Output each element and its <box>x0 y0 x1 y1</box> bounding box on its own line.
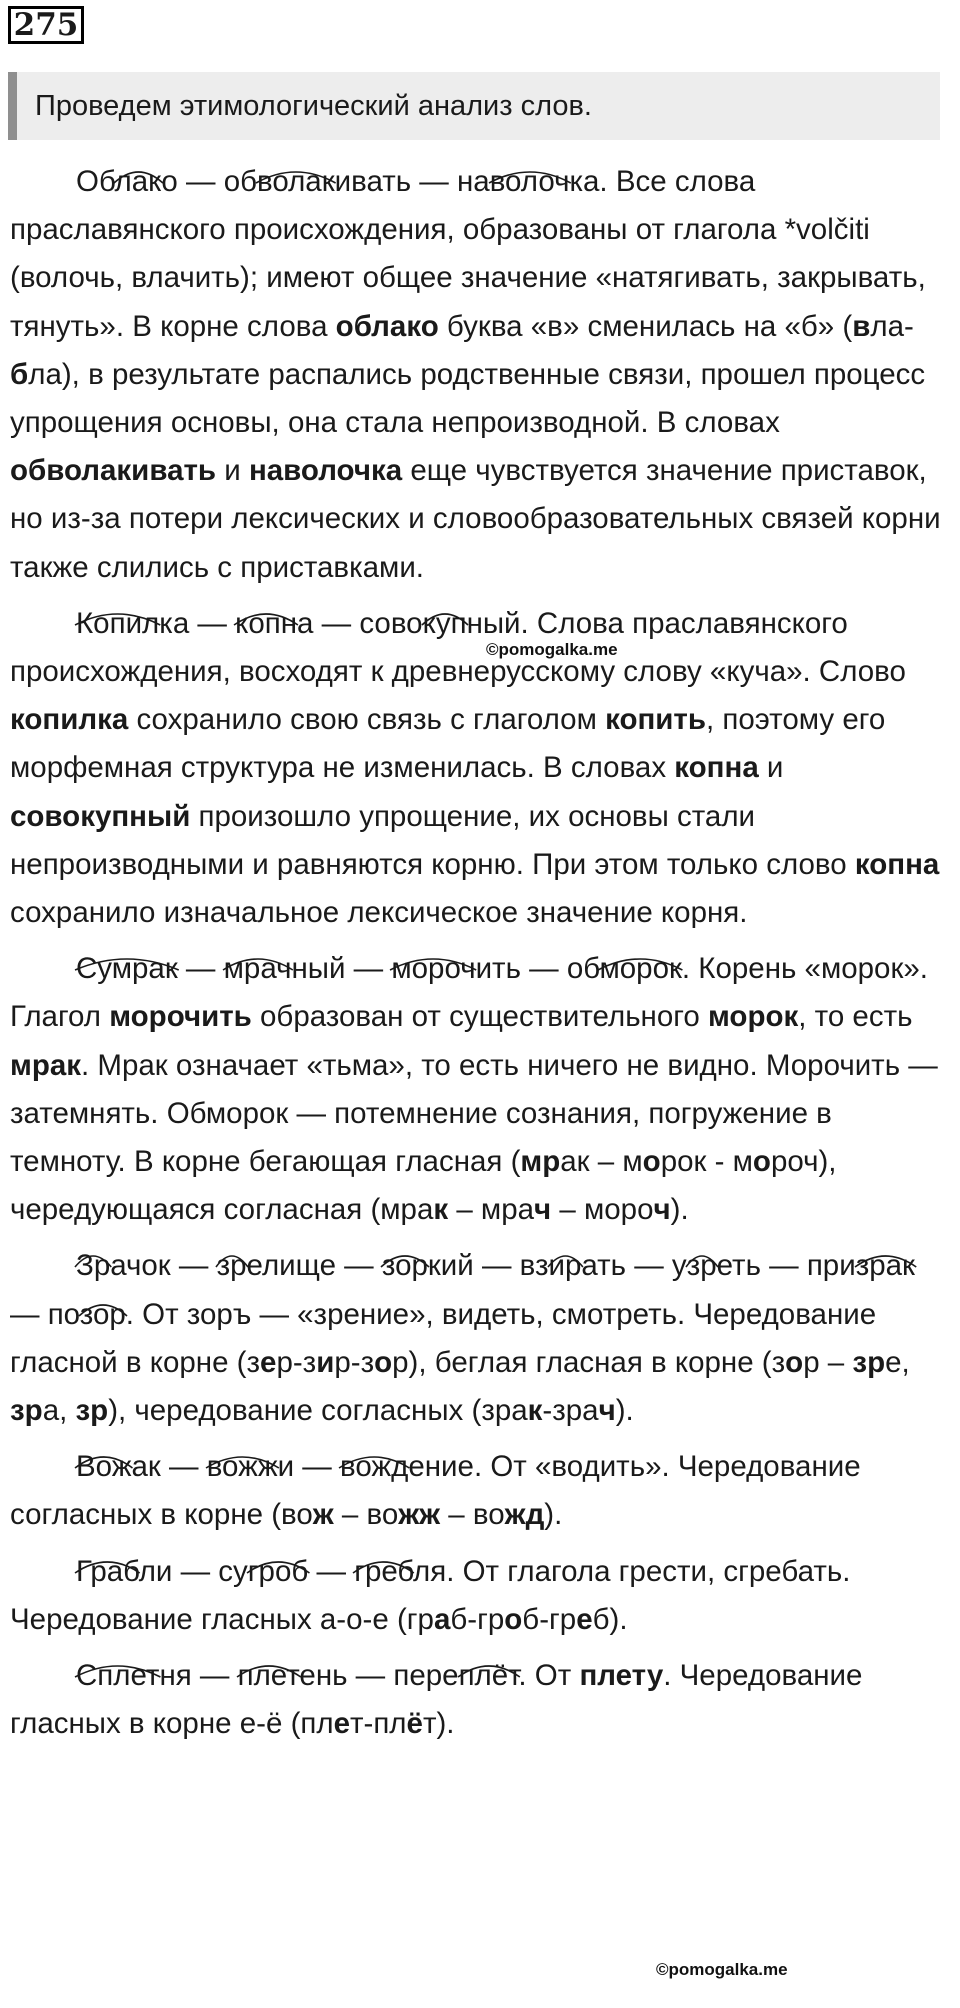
root-morpheme: волак <box>257 165 335 198</box>
text-segment: образован от существительного <box>251 1000 708 1034</box>
root-morpheme: Копил <box>76 606 160 640</box>
text-segment: б-гр <box>450 1602 505 1636</box>
text-segment: Об <box>76 165 115 198</box>
bold-term: б <box>10 357 29 391</box>
root-morpheme: плет <box>237 1659 300 1693</box>
bold-term: облако <box>335 309 439 343</box>
text-segment: ак – м <box>560 1145 643 1179</box>
root-morpheme: вожд <box>339 1450 409 1484</box>
root-morpheme: зрак <box>855 1249 915 1283</box>
text-segment: р), беглая гласная в корне (з <box>392 1345 786 1379</box>
root-morpheme: греб <box>354 1554 414 1588</box>
bold-term: о <box>642 1145 661 1179</box>
text-segment: ень — пере <box>299 1659 459 1693</box>
text-segment: ить — об <box>475 952 600 986</box>
root-morpheme: волоч <box>489 165 570 198</box>
root-morpheme: морок <box>599 952 682 986</box>
text-segment: а — сово <box>297 606 423 640</box>
text-segment: буква «в» сменилась на «б» ( <box>438 309 853 343</box>
text-segment: сохранило изначальное лексическое значение корня. <box>10 896 748 930</box>
bold-term: совокупный <box>10 799 191 833</box>
text-segment: ла- <box>870 309 914 343</box>
root-morpheme: Сплет <box>76 1659 160 1693</box>
paragraph <box>10 158 952 592</box>
bold-term: ч <box>598 1394 616 1428</box>
bold-term: ж <box>312 1498 334 1532</box>
root-morpheme: мрач <box>223 952 292 986</box>
text-segment: еть — при <box>716 1249 856 1283</box>
text-segment: – во <box>333 1498 399 1532</box>
bold-term: ч <box>653 1193 671 1227</box>
text-segment: ). <box>670 1193 689 1227</box>
text-segment: кий — вз <box>427 1249 549 1283</box>
bold-term: жж <box>398 1498 441 1532</box>
text-segment: р-з <box>334 1345 375 1379</box>
bold-term: е <box>333 1707 350 1741</box>
bold-term: зр <box>75 1394 109 1428</box>
paragraph <box>10 945 952 1234</box>
bold-term: а <box>433 1602 451 1636</box>
text-segment: и — <box>277 1450 340 1484</box>
bold-term: к <box>527 1394 543 1428</box>
bold-term: копна <box>854 847 940 881</box>
bold-term: о <box>374 1345 393 1379</box>
bold-term: мрак <box>10 1048 82 1082</box>
text-segment: произошло упрощение, их основы стали непроизводными и равняются корню. При этом только слово <box>10 799 855 881</box>
text-segment: ение. От «водить». Чередование согласных в корне (во <box>10 1450 861 1532</box>
root-morpheme: Сумрак <box>76 952 178 986</box>
analysis-text <box>10 158 952 1749</box>
bold-term: в <box>852 309 871 343</box>
bold-term: копилка <box>10 703 129 737</box>
paragraph <box>10 1548 952 1644</box>
text-segment: . От зоръ — «зрение», видеть, смотреть. Чередование гласной в корне (з <box>10 1297 877 1379</box>
text-segment: роч), чередующаяся согласная (мра <box>10 1145 837 1227</box>
root-morpheme: куп <box>422 606 467 640</box>
watermark-top: ©pomogalka.me <box>486 640 618 659</box>
bold-term: мр <box>520 1145 561 1179</box>
exercise-number: 275 <box>8 6 84 44</box>
text-segment: , то есть <box>798 1000 913 1034</box>
text-segment: ивать — на <box>334 165 490 198</box>
bold-term: наволочка <box>248 454 403 488</box>
text-segment: ли — су <box>138 1554 248 1588</box>
bold-term: зр <box>852 1345 886 1379</box>
root-morpheme: плёт <box>458 1659 519 1693</box>
bold-term: е <box>576 1602 593 1636</box>
bold-term: морочить <box>109 1000 252 1034</box>
text-segment: рок - м <box>660 1145 753 1179</box>
text-segment: – моро <box>551 1193 654 1227</box>
text-segment: р-з <box>276 1345 317 1379</box>
text-segment: е, <box>885 1345 910 1379</box>
bold-term: копить <box>605 703 706 737</box>
text-segment: а, <box>42 1394 76 1428</box>
bold-term: к <box>433 1193 449 1227</box>
text-segment: еще чувствуется значение приставок, но из-за потери лексических и словообразовательных связей корни также слились с приставками. <box>10 454 941 584</box>
text-segment: т). <box>422 1707 455 1741</box>
bold-term: зр <box>10 1394 43 1428</box>
text-segment: . От <box>518 1659 580 1693</box>
root-morpheme: ир <box>548 1249 582 1283</box>
text-segment: . Чередование гласных в корне е-ё (пл <box>10 1659 863 1741</box>
root-morpheme: вожж <box>206 1450 278 1484</box>
text-segment: и <box>758 751 784 785</box>
text-segment: ). <box>615 1394 634 1428</box>
text-segment: ка. Все слова праславянского происхождения, образованы от глагола *volčiti (волочь, влачить); имеют общее значение «натягивать, закрывать, тянуть». В корне слова <box>10 165 926 343</box>
text-segment: ля. От глагола грести, сгребать. Чередование гласных а-о-е (гр <box>10 1554 851 1636</box>
text-segment: сохранило свою связь с глаголом <box>128 703 606 737</box>
text-segment: . Корень «морок». Глагол <box>10 952 928 1034</box>
bold-term: о <box>785 1345 804 1379</box>
text-segment: елище — <box>246 1249 382 1283</box>
text-segment: . Мрак означает «тьма», то есть ничего не видно. Морочить — затемнять. Обморок — потемнение сознания, погружение в темноту. В корне бегающая гласная ( <box>10 1048 938 1179</box>
bold-term: и <box>316 1345 335 1379</box>
root-morpheme: зор <box>381 1249 428 1283</box>
text-segment: ка — <box>159 606 236 640</box>
text-segment: ный. Слова праславянского происхождения, восходят к древнерусскому слову «куча». Слово <box>10 606 906 689</box>
root-morpheme: зр <box>216 1249 247 1283</box>
paragraph <box>10 600 952 937</box>
bold-term: обволакивать <box>10 454 217 488</box>
text-segment: — <box>177 952 224 986</box>
bold-term: жд <box>504 1498 545 1532</box>
text-segment: ). <box>544 1498 563 1532</box>
text-segment: ак — <box>131 1450 207 1484</box>
text-segment: ня — <box>159 1659 238 1693</box>
paragraph <box>10 1242 952 1435</box>
text-segment: – мра <box>448 1193 535 1227</box>
text-segment: и <box>216 454 249 488</box>
text-segment: — <box>308 1554 355 1588</box>
bold-term: копна <box>674 751 759 785</box>
root-morpheme: мороч <box>391 952 476 986</box>
text-segment: р – <box>803 1345 853 1379</box>
task-heading-bar <box>8 72 940 140</box>
bold-term: плету <box>579 1659 664 1693</box>
root-morpheme: лак <box>114 165 162 198</box>
text-segment: — по <box>10 1297 80 1331</box>
text-segment: ла), в результате распались родственные связи, прошел процесс упрощения основы, она стала непроизводной. В словах <box>10 357 926 440</box>
text-segment: б). <box>592 1602 628 1636</box>
root-morpheme: копн <box>235 606 298 640</box>
root-morpheme: Граб <box>76 1554 139 1588</box>
text-segment: б-гр <box>522 1602 577 1636</box>
bold-term: о <box>504 1602 523 1636</box>
bold-term: морок <box>707 1000 799 1034</box>
text-segment: ать — у <box>581 1249 687 1283</box>
bold-term: е <box>260 1345 277 1379</box>
text-segment: о — об <box>161 165 257 198</box>
root-morpheme: Зр <box>76 1249 111 1283</box>
text-segment: -зра <box>542 1394 599 1428</box>
root-morpheme: Вож <box>76 1450 132 1484</box>
bold-term: о <box>752 1145 771 1179</box>
text-segment: ), чередование согласных (зра <box>108 1394 528 1428</box>
bold-term: ч <box>534 1193 552 1227</box>
bold-term: ё <box>406 1707 423 1741</box>
paragraph <box>10 1443 952 1539</box>
root-morpheme: гроб <box>247 1554 309 1588</box>
paragraph <box>10 1652 952 1748</box>
text-segment: ный — <box>291 952 392 986</box>
watermark-bottom: ©pomogalka.me <box>656 1960 788 1979</box>
text-segment: ачок — <box>110 1249 217 1283</box>
text-segment: – во <box>440 1498 505 1532</box>
task-heading: Проведем этимологический анализ слов. <box>35 89 592 122</box>
root-morpheme: зр <box>686 1249 717 1283</box>
text-segment: т-пл <box>350 1707 407 1741</box>
root-morpheme: зор <box>79 1297 126 1331</box>
text-segment: , поэтому его морфемная структура не изменилась. В словах <box>10 703 886 785</box>
